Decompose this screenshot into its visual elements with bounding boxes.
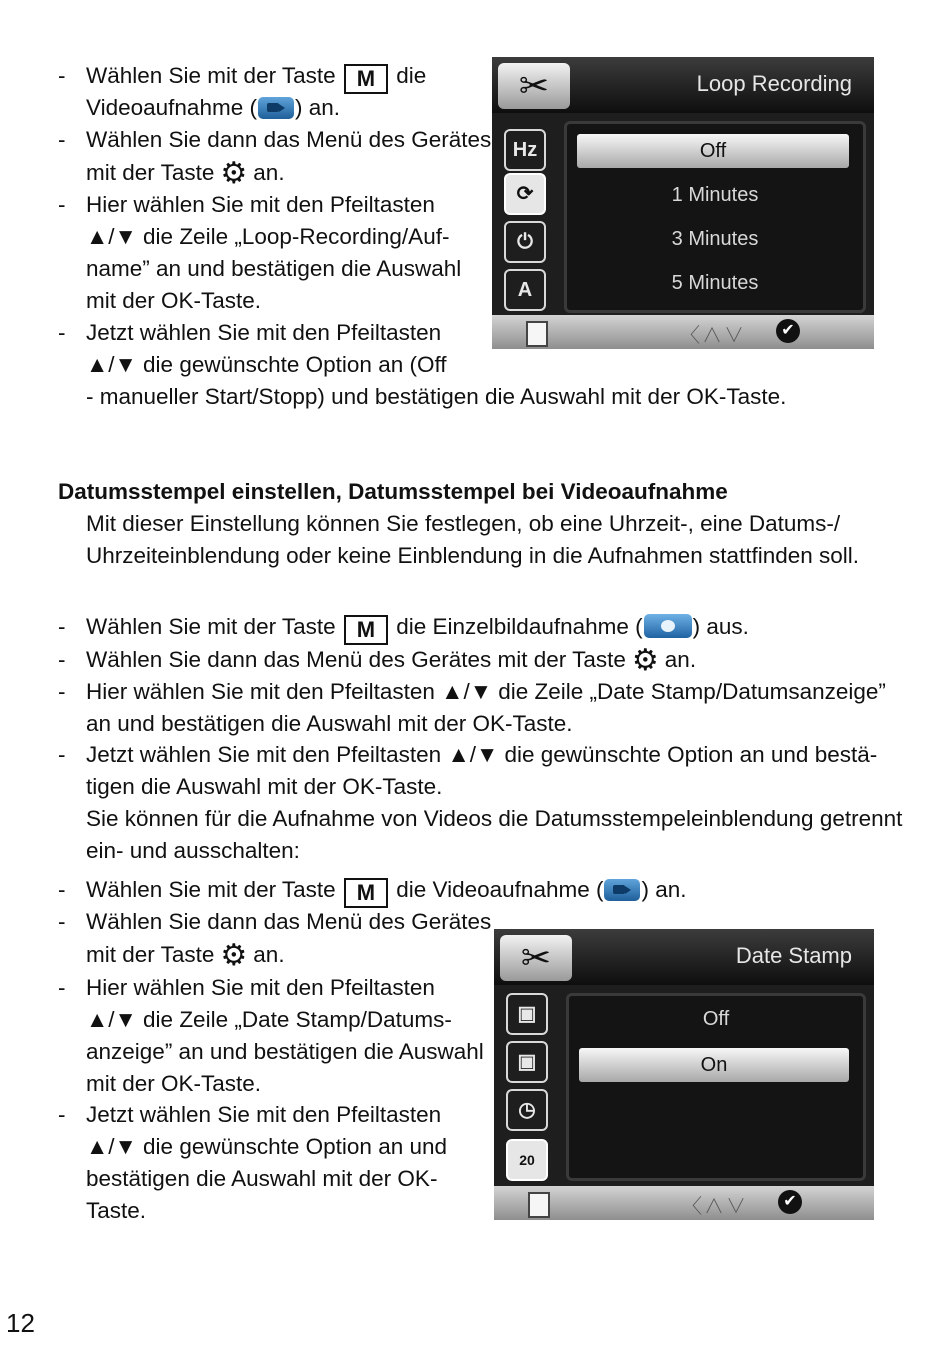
text: ) an. [294, 95, 340, 120]
screen-title: Date Stamp [735, 943, 852, 968]
text-line: - manueller Start/Stopp) und bestätigen die Auswahl mit der OK-Taste. [86, 384, 787, 409]
menu-icon [528, 1192, 550, 1218]
navigation-arrows-icon: 〈∧∨ [680, 325, 746, 347]
text-line: Jetzt wählen Sie mit den Pfeiltasten [86, 1102, 442, 1127]
text-line: mit der OK-Taste. [86, 288, 262, 313]
option-off[interactable]: Off [577, 134, 849, 168]
option-3-minutes[interactable]: 3 Minutes [671, 228, 759, 250]
text: die Einzelbildaufnahme ( [396, 614, 643, 639]
text-line: tigen die Auswahl mit der OK-Taste. [86, 774, 443, 799]
text-line: Taste. [86, 1198, 147, 1223]
loop-recording-icon: ⟳ [504, 173, 546, 215]
bullet-dash: - [58, 63, 66, 88]
text: mit der Taste [86, 942, 215, 967]
power-icon: ⏻ [504, 221, 546, 263]
text-line: anzeige” an und bestätigen die Auswahl [86, 1039, 484, 1064]
bullet-dash: - [58, 975, 66, 1000]
option-5-minutes[interactable]: 5 Minutes [671, 272, 759, 294]
gear-icon: ⚙ [220, 157, 248, 190]
options-panel [566, 993, 866, 1181]
text: Wählen Sie mit der Taste [86, 63, 336, 88]
text: an. [253, 160, 285, 185]
bullet-dash: - [58, 1102, 66, 1127]
text-line [86, 644, 696, 676]
text: Wählen Sie dann das Menü des Gerätes mit der Taste [86, 647, 626, 672]
language-icon: A [504, 269, 546, 311]
text-line [86, 939, 285, 971]
video-camera-icon [258, 97, 294, 119]
bullet-dash: - [58, 909, 66, 934]
text-line: an und bestätigen die Auswahl mit der OK-Taste. [86, 711, 573, 736]
video-camera-icon [604, 879, 640, 901]
text-line: ▲/▼ die Zeile „Loop-Recording/Auf- [86, 224, 450, 249]
text-line: name” an und bestätigen die Auswahl [86, 256, 462, 281]
text: die Videoaufnahme ( [396, 877, 604, 902]
text-line: Hier wählen Sie mit den Pfeiltasten [86, 975, 435, 1000]
text-line: Hier wählen Sie mit den Pfeiltasten [86, 192, 435, 217]
bullet-dash: - [58, 127, 66, 152]
text-line [86, 157, 285, 189]
text-line: Uhrzeiteinblendung oder keine Einblendung in die Aufnahmen stattfinden soll. [86, 543, 860, 568]
gear-icon: ⚙ [220, 939, 248, 972]
text: Wählen Sie mit der Taste [86, 877, 336, 902]
ok-check-icon: ✔ [776, 319, 800, 343]
text-line [86, 60, 466, 94]
ok-check-icon: ✔ [778, 1190, 802, 1214]
bullet-dash: - [58, 877, 66, 902]
text-line: Mit dieser Einstellung können Sie festlegen, ob eine Uhrzeit-, eine Datums-/ [86, 511, 841, 536]
page-number: 12 [6, 1308, 35, 1338]
menu-icon [526, 321, 548, 347]
tools-icon: ✂ [498, 63, 570, 109]
text-line: Sie können für die Aufnahme von Videos die Datumsstempeleinblendung getrennt [86, 806, 903, 831]
option-off[interactable]: Off [702, 1008, 730, 1030]
text: ) aus. [692, 614, 749, 639]
calendar-icon: 20 [506, 1139, 548, 1181]
text: Videoaufnahme ( [86, 95, 257, 120]
clock-icon: ◷ [506, 1089, 548, 1131]
screen-title: Loop Recording [696, 71, 852, 96]
options-panel [564, 121, 866, 313]
bullet-dash: - [58, 320, 66, 345]
text-line: ▲/▼ die Zeile „Date Stamp/Datums- [86, 1007, 452, 1032]
bullet-dash: - [58, 614, 66, 639]
m-key-icon: M [344, 64, 388, 94]
text: die [396, 63, 427, 88]
bullet-dash: - [58, 192, 66, 217]
text: ) an. [641, 877, 687, 902]
text: mit der Taste [86, 160, 215, 185]
text-line [86, 874, 687, 908]
text-line: Jetzt wählen Sie mit den Pfeiltasten ▲/▼ die gewünschte Option an und bestä- [86, 742, 878, 767]
text-line: Wählen Sie dann das Menü des Gerätes [86, 909, 492, 934]
stamp-frame-icon: ▣ [506, 993, 548, 1035]
option-1-minutes[interactable]: 1 Minutes [671, 184, 759, 206]
text: an. [664, 647, 697, 672]
date-stamp-screen [494, 929, 874, 1220]
text-line: ▲/▼ die gewünschte Option an (Off [86, 352, 447, 377]
screen-footer [494, 1186, 874, 1220]
text-line [86, 611, 749, 645]
text: an. [253, 942, 285, 967]
loop-recording-screen [492, 57, 874, 349]
screen-footer [492, 315, 874, 349]
text-line: mit der OK-Taste. [86, 1071, 262, 1096]
text-line: ein- und ausschalten: [86, 838, 300, 863]
text-line: Hier wählen Sie mit den Pfeiltasten ▲/▼ die Zeile „Date Stamp/Datumsanzeige” [86, 679, 886, 704]
text-line: Wählen Sie dann das Menü des Gerätes [86, 127, 492, 152]
bullet-dash: - [58, 742, 66, 767]
navigation-arrows-icon: 〈∧∨ [682, 1196, 748, 1218]
photo-camera-icon [644, 614, 692, 638]
m-key-icon: M [344, 878, 388, 908]
m-key-icon: M [344, 615, 388, 645]
text-line: Jetzt wählen Sie mit den Pfeiltasten [86, 320, 442, 345]
bullet-dash: - [58, 679, 66, 704]
text-line: bestätigen die Auswahl mit der OK- [86, 1166, 438, 1191]
tools-icon: ✂ [500, 935, 572, 981]
stamp-frame-icon: ▣ [506, 1041, 548, 1083]
frequency-icon: Hz [504, 129, 546, 171]
text-line: ▲/▼ die gewünschte Option an und [86, 1134, 448, 1159]
text-line [86, 92, 340, 124]
section-heading: Datumsstempel einstellen, Datumsstempel bei Videoaufnahme [58, 479, 728, 504]
bullet-dash: - [58, 647, 66, 672]
gear-icon: ⚙ [631, 644, 659, 677]
text: Wählen Sie mit der Taste [86, 614, 336, 639]
option-on[interactable]: On [579, 1048, 849, 1082]
